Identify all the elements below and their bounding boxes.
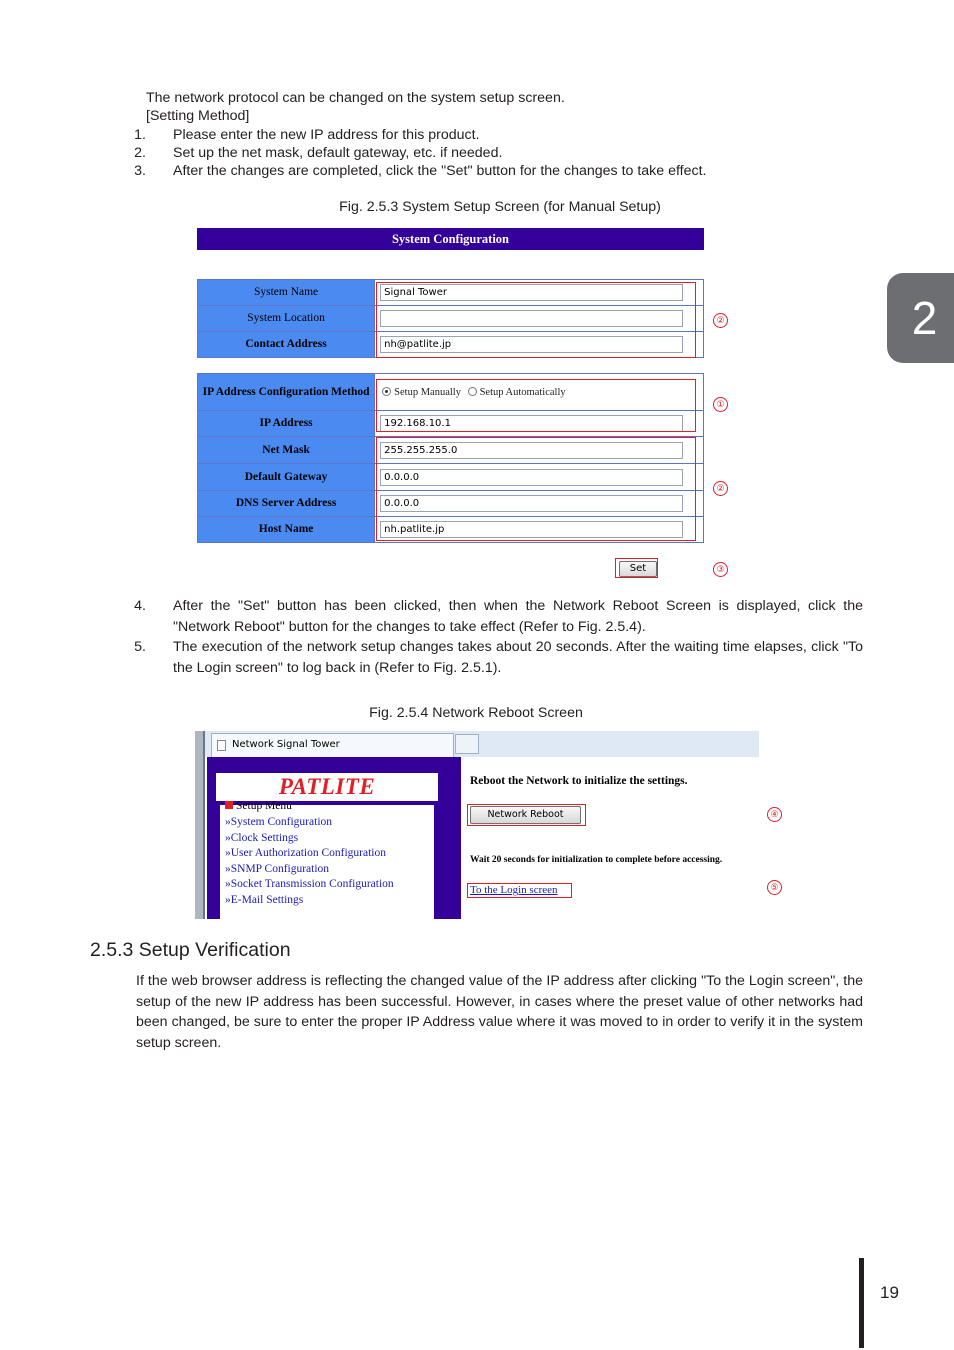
marker-2: ②: [713, 481, 728, 496]
field-label: System Location: [198, 306, 375, 332]
login-screen-link[interactable]: To the Login screen: [470, 884, 558, 896]
field-label: Net Mask: [198, 437, 375, 464]
setup-menu-heading: [225, 799, 292, 815]
step-number: 2.: [134, 145, 146, 161]
system-configuration-title: System Configuration: [197, 228, 704, 250]
marker-4: ④: [767, 807, 782, 822]
field-label: DNS Server Address: [198, 491, 375, 517]
menu-heading-label: Setup Menu: [236, 800, 292, 812]
contact-address-input[interactable]: nh@patlite.jp: [380, 336, 683, 353]
new-tab-button[interactable]: [455, 734, 479, 754]
menu-item-user-authorization[interactable]: »User Authorization Configuration: [225, 847, 386, 859]
step-number: 4.: [134, 598, 146, 614]
highlight-box: [376, 379, 696, 432]
window-edge: [195, 731, 205, 919]
set-button[interactable]: Set: [619, 561, 657, 577]
step-number: 3.: [134, 163, 146, 179]
page-number: 19: [880, 1283, 899, 1302]
highlight-box: [467, 883, 572, 898]
menu-item-clock-settings[interactable]: »Clock Settings: [225, 831, 299, 844]
highlight-box: [376, 282, 696, 358]
radio-label: Setup Automatically: [479, 386, 566, 398]
field-label: Contact Address: [198, 332, 375, 358]
step-number: 5.: [134, 639, 146, 655]
field-label: System Name: [198, 280, 375, 306]
figure-caption: Fig. 2.5.3 System Setup Screen (for Manual Setup): [339, 199, 661, 215]
radio-label: Setup Manually: [394, 386, 461, 398]
browser-tab[interactable]: [211, 733, 454, 757]
highlight-box: [467, 804, 586, 826]
bullet-icon: [225, 801, 233, 809]
section-paragraph: If the web browser address is reflecting the changed value of the IP address after clicking "To the Login screen", the setup of the new IP address has been successful. However, in cases where the preset value of other networks had been changed, be sure to enter the proper IP Address value where it was moved to in order to verify it in the system setup screen.: [136, 973, 863, 1051]
step-item: [126, 637, 863, 678]
menu-item-email-settings[interactable]: »E-Mail Settings: [225, 893, 304, 906]
menu-item-system-configuration[interactable]: »System Configuration: [225, 816, 333, 828]
setup-menu: [220, 800, 434, 919]
step-number: 1.: [134, 127, 146, 143]
field-label: IP Address: [198, 411, 375, 437]
reboot-heading: Reboot the Network to initialize the settings.: [470, 775, 688, 787]
footer-bar: [859, 1258, 864, 1348]
menu-item-snmp[interactable]: »SNMP Configuration: [225, 862, 330, 875]
net-mask-input[interactable]: 255.255.255.0: [380, 442, 683, 459]
page-icon: [217, 740, 226, 751]
field-label: IP Address Configuration Method: [198, 374, 375, 411]
patlite-logo: PATLITE: [278, 774, 376, 799]
field-label: Host Name: [198, 517, 375, 543]
ip-address-input[interactable]: 192.168.10.1: [380, 415, 683, 432]
system-name-input[interactable]: Signal Tower: [380, 284, 683, 301]
step-text: Set up the net mask, default gateway, etc. if needed.: [173, 145, 503, 161]
marker-1: ①: [713, 397, 728, 412]
dns-server-input[interactable]: 0.0.0.0: [380, 495, 683, 512]
section-heading: 2.5.3 Setup Verification: [90, 939, 291, 961]
tab-bar: [195, 731, 759, 757]
step-item: [126, 596, 863, 637]
marker-2: ②: [713, 313, 728, 328]
logo-box: [216, 773, 438, 801]
marker-3: ③: [713, 562, 728, 577]
marker-5: ⑤: [767, 880, 782, 895]
step-text: The execution of the network setup changes takes about 20 seconds. After the waiting time elapses, click "To the Login screen" to log back in (Refer to Fig. 2.5.1).: [173, 639, 863, 676]
figure-caption: Fig. 2.5.4 Network Reboot Screen: [369, 705, 583, 721]
chapter-tab: 2: [887, 273, 954, 363]
network-reboot-button[interactable]: Network Reboot: [470, 806, 581, 824]
step-text: Please enter the new IP address for this product.: [173, 127, 480, 143]
default-gateway-input[interactable]: 0.0.0.0: [380, 469, 683, 486]
wait-message: Wait 20 seconds for initialization to complete before accessing.: [470, 855, 723, 865]
setting-method-label: [Setting Method]: [146, 108, 250, 124]
step-text: After the changes are completed, click the "Set" button for the changes to take effect.: [173, 163, 707, 179]
intro-line: The network protocol can be changed on the system setup screen.: [146, 90, 565, 106]
highlight-box: [376, 437, 696, 541]
host-name-input[interactable]: nh.patlite.jp: [380, 521, 683, 538]
navigation-frame: [207, 757, 461, 919]
tab-title: Network Signal Tower: [232, 739, 340, 750]
menu-item-socket-transmission[interactable]: »Socket Transmission Configuration: [225, 878, 394, 890]
field-label: Default Gateway: [198, 464, 375, 491]
step-text: After the "Set" button has been clicked, then when the Network Reboot Screen is displayed, click the "Network Reboot" button for the changes to take effect (Refer to Fig. 2.5.4).: [173, 598, 863, 635]
